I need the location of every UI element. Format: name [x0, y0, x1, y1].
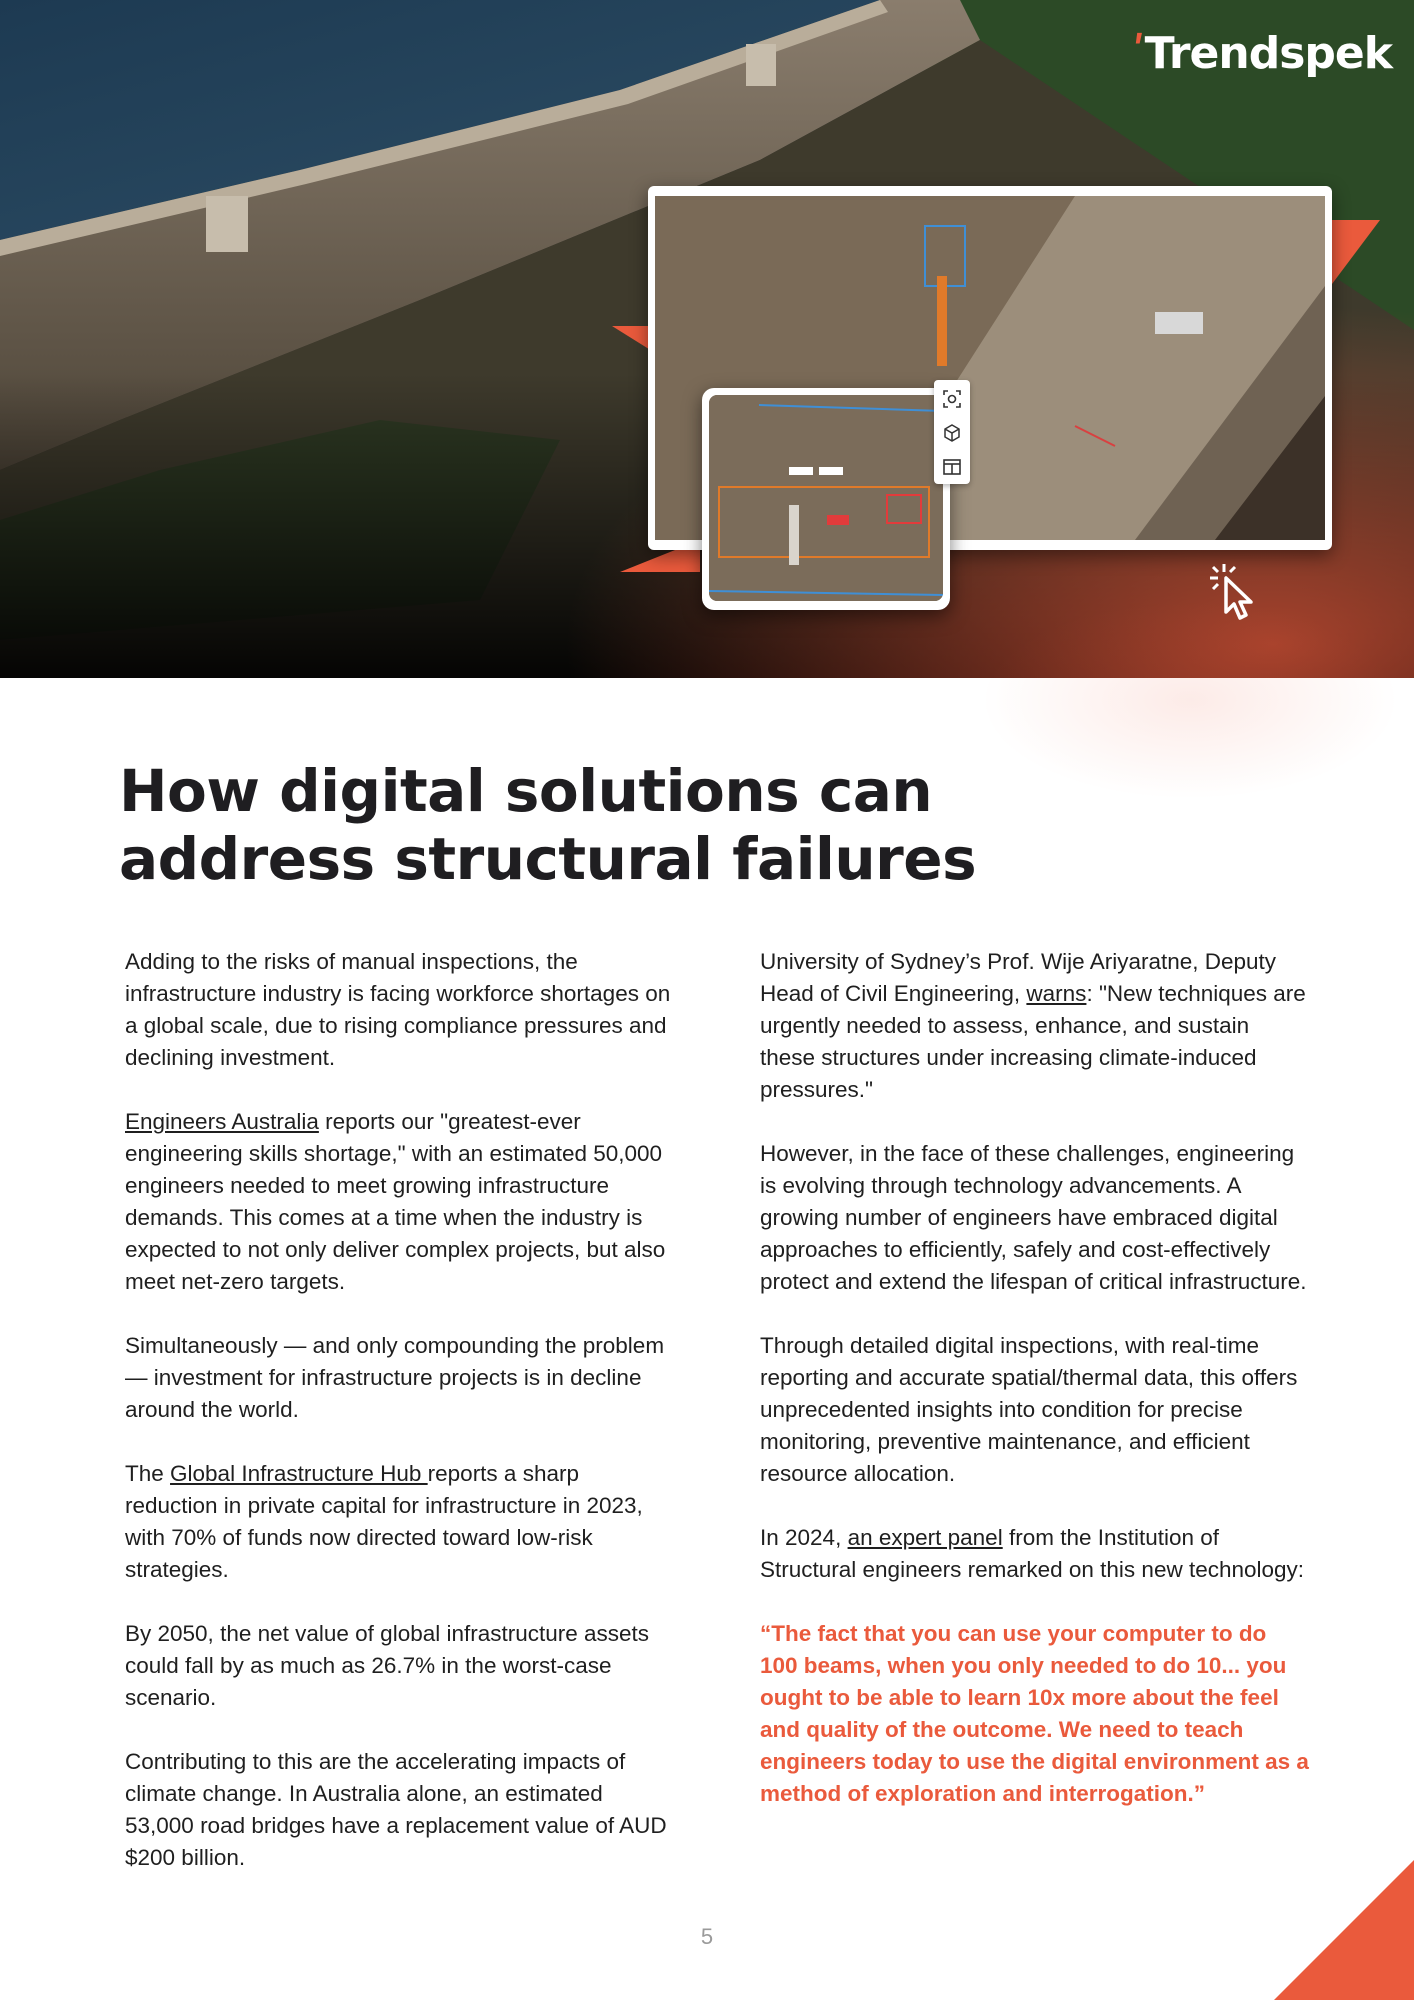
paragraph: Engineers Australia reports our "greatest-ever engineering skills shortage," with an estimated 50,000 engineers needed to meet growing infrastructure demands. This comes at a time when the industry is expected to not only deliver complex projects, but also meet net-zero targets.: [125, 1109, 666, 1294]
paragraph: However, in the face of these challenges, engineering is evolving through technology advancements. A growing number of engineers have embraced digital approaches to efficiently, safely and cost-effectively protect and extend the lifespan of critical infrastructure.: [760, 1141, 1307, 1294]
paragraph: Adding to the risks of manual inspections, the infrastructure industry is facing workforce shortages on a global scale, due to rising compliance pressures and declining investment.: [125, 949, 671, 1070]
split-view-icon[interactable]: [934, 450, 970, 484]
page-number: 5: [700, 1924, 714, 1949]
expert-panel-link[interactable]: an expert panel: [847, 1525, 1003, 1550]
warns-link[interactable]: warns: [1026, 981, 1087, 1006]
detail-view-panel: [702, 388, 950, 610]
paragraph: In 2024, an expert panel from the Institution of Structural engineers remarked on this new technology:: [760, 1525, 1305, 1582]
corner-accent: [1274, 1860, 1414, 2000]
viewer-toolbar: [934, 380, 970, 484]
paragraph: Simultaneously — and only compounding the problem — investment for infrastructure projects is in decline around the world.: [125, 1333, 665, 1422]
page-title: How digital solutions can address structural failures: [119, 757, 977, 893]
hero-image: [0, 0, 1414, 678]
paragraph: By 2050, the net value of global infrastructure assets could fall by as much as 26.7% in the worst-case scenario.: [125, 1621, 650, 1710]
pull-quote: “The fact that you can use your computer to do 100 beams, when you only needed to do 10... you ought to be able to learn 10x more about the feel and quality of the outcome. We need to teach engineers today to use the digital environment as a method of exploration and interrogation.”: [760, 1621, 1309, 1806]
paragraph: Contributing to this are the accelerating impacts of climate change. In Australia alone, an estimated 53,000 road bridges have a replacement value of AUD $200 billion.: [125, 1749, 667, 1870]
cube-icon[interactable]: [934, 416, 970, 450]
paragraph: University of Sydney’s Prof. Wije Ariyaratne, Deputy Head of Civil Engineering, warns: "New techniques are urgently needed to assess, enhance, and sustain these structures under increasing climate-induced pressures.": [760, 949, 1306, 1102]
left-column: [125, 946, 675, 1906]
paragraph: The Global Infrastructure Hub reports a sharp reduction in private capital for infrastructure in 2023, with 70% of funds now directed toward low-risk strategies.: [125, 1461, 643, 1582]
logo-mark-icon: ʹ: [1132, 28, 1145, 79]
wall-detail-image: [709, 395, 943, 601]
paragraph: Through detailed digital inspections, with real-time reporting and accurate spatial/thermal data, this offers unprecedented insights into condition for precise monitoring, preventive maintenance, and efficient resource allocation.: [760, 1333, 1298, 1486]
right-column: [760, 946, 1310, 1842]
scan-target-icon[interactable]: [934, 382, 970, 416]
accent-glow: [980, 600, 1400, 800]
logo-text: Trendspek: [1144, 28, 1392, 79]
trendspek-logo: [1132, 28, 1392, 79]
global-infrastructure-hub-link[interactable]: Global Infrastructure Hub: [170, 1461, 428, 1486]
engineers-australia-link[interactable]: Engineers Australia: [125, 1109, 319, 1134]
